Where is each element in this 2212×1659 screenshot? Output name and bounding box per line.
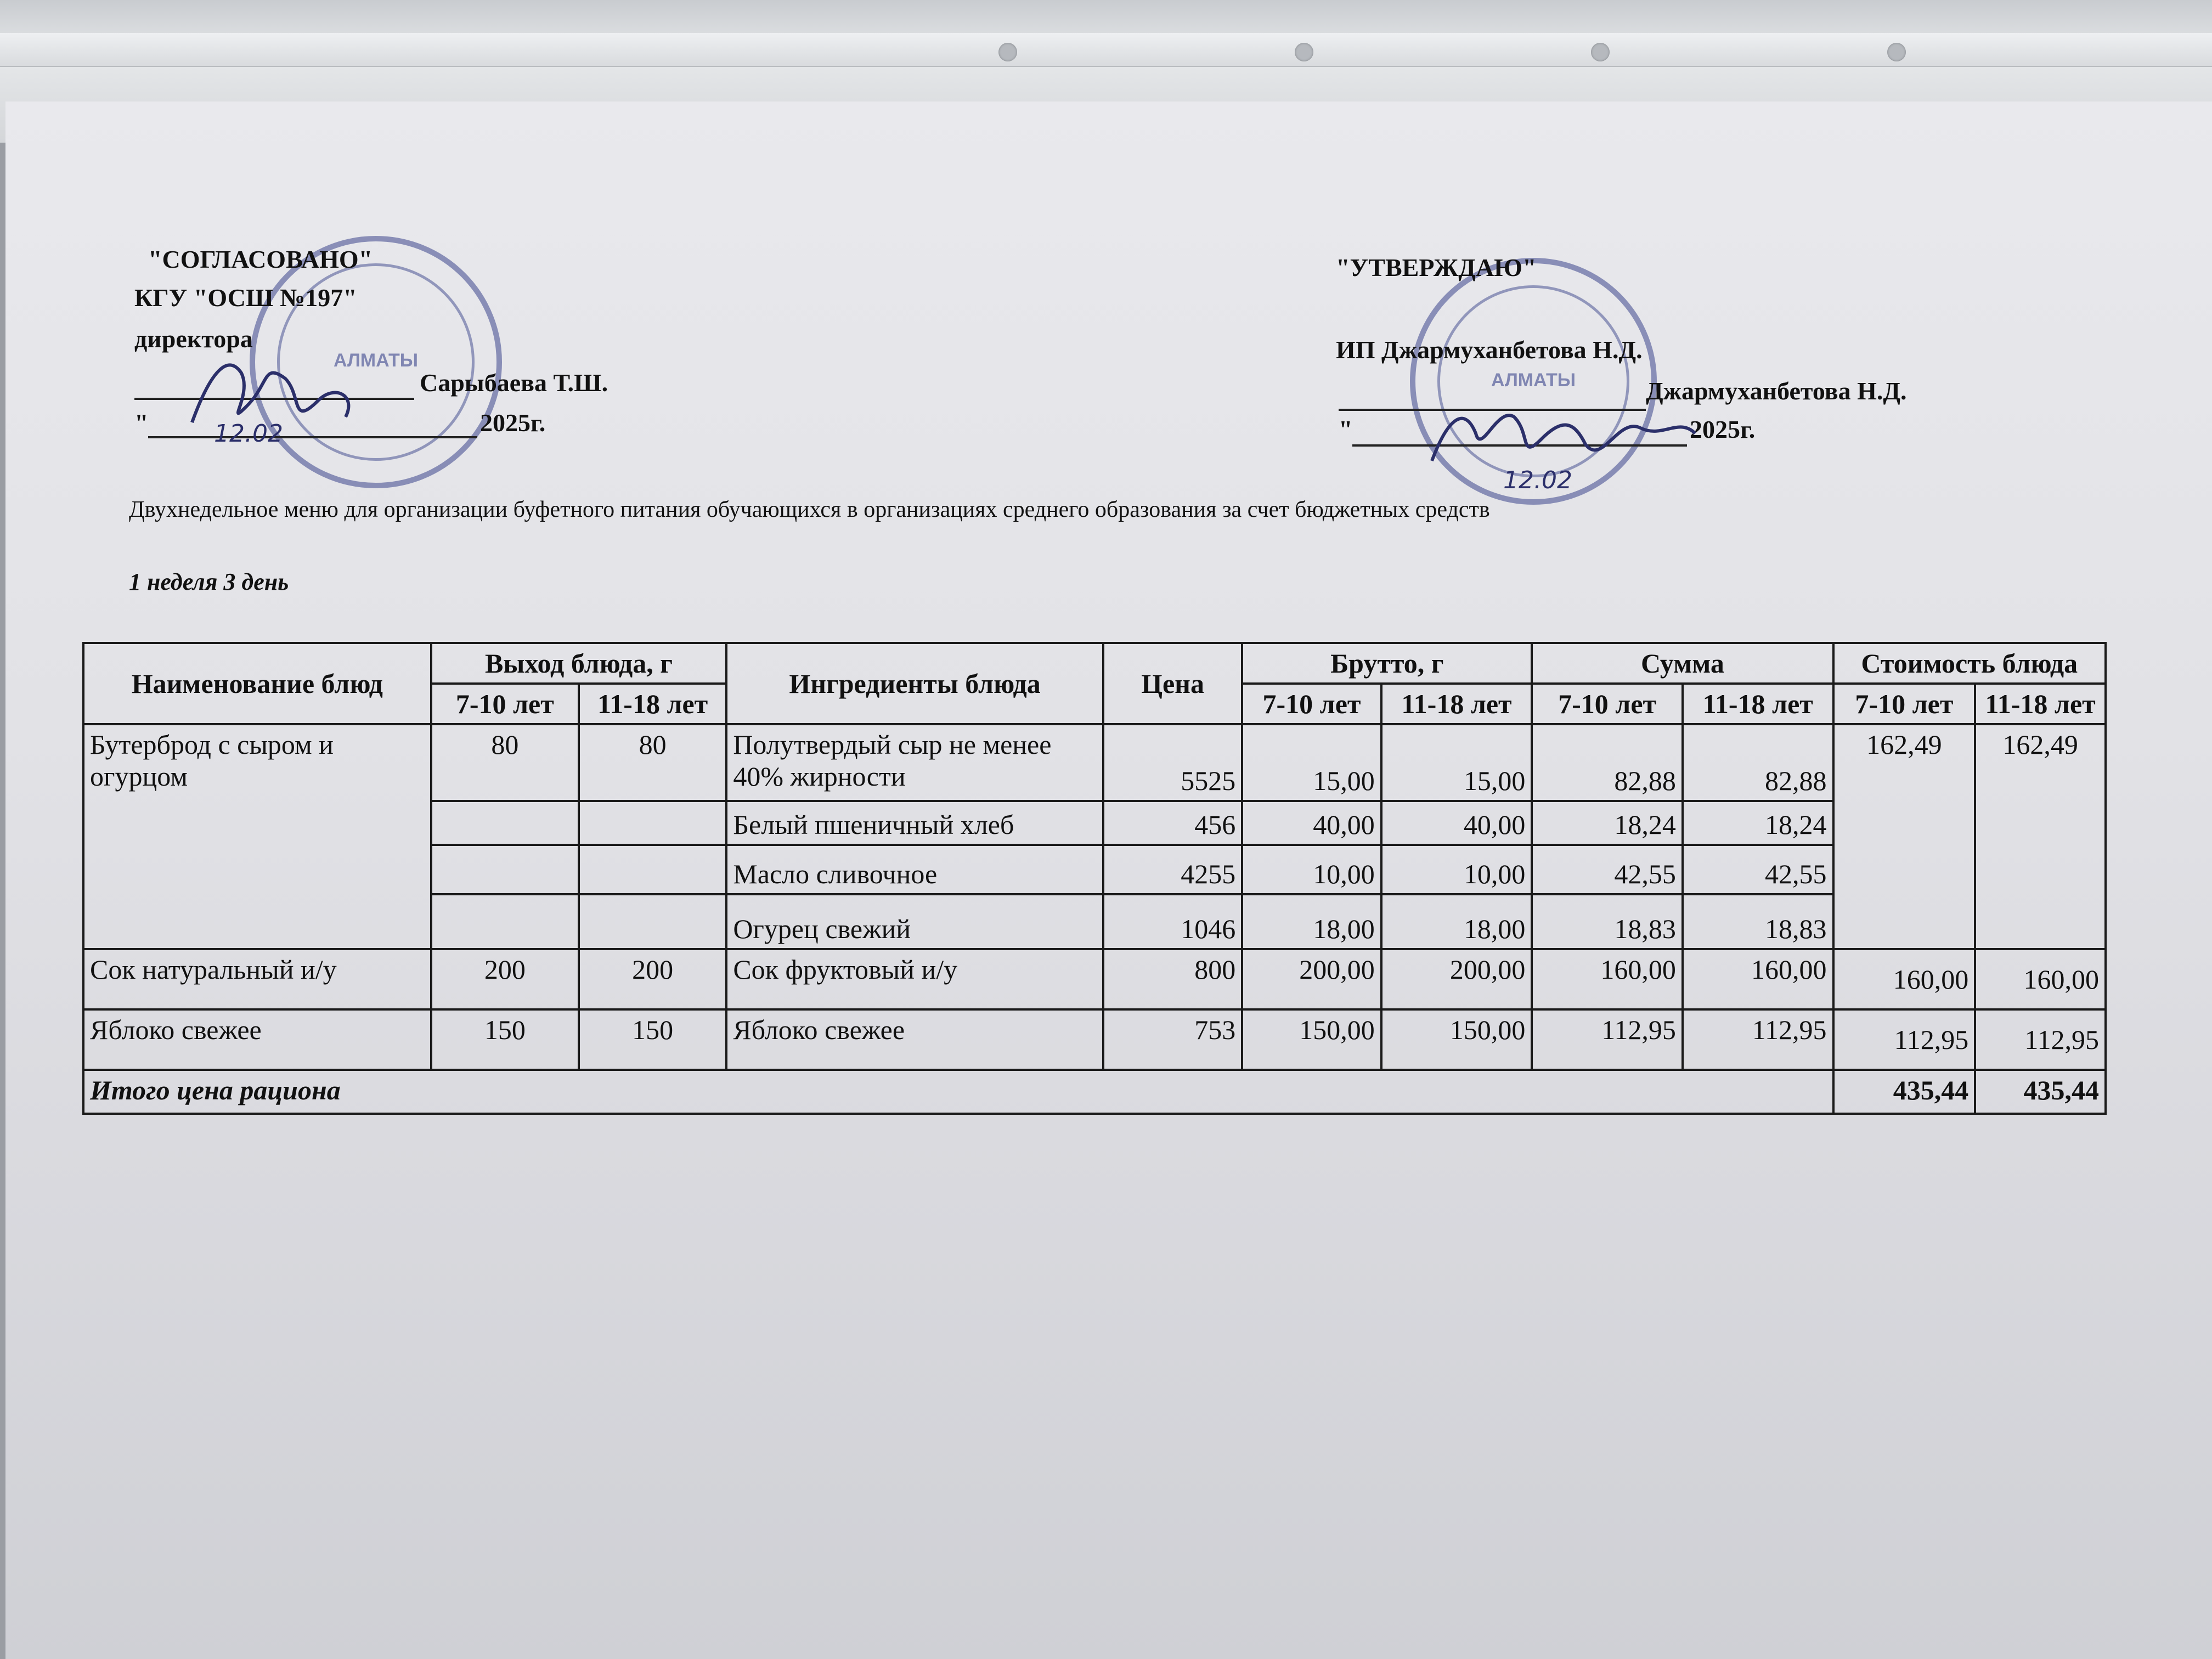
ingredient-name: Сок фруктовый и/у — [726, 949, 1103, 1009]
approval-left-position: директора — [134, 325, 253, 353]
dish-cost-age1: 160,00 — [1833, 949, 1976, 1009]
brutto-age1: 18,00 — [1242, 894, 1381, 949]
subheader-sum-age1: 7-10 лет — [1532, 684, 1683, 724]
signature-right-date: 12.02 — [1503, 466, 1572, 494]
signature-left — [181, 340, 433, 450]
signature-left-date: 12.02 — [214, 420, 283, 448]
ingredient-name: Огурец свежий — [726, 894, 1103, 949]
ingredient-name: Яблоко свежее — [726, 1009, 1103, 1070]
brutto-age1: 200,00 — [1242, 949, 1381, 1009]
ingredient-price: 4255 — [1103, 845, 1242, 894]
stamp-text: АЛМАТЫ — [1491, 369, 1576, 391]
header-dish-name: Наименование блюд — [83, 643, 431, 724]
header-price: Цена — [1103, 643, 1242, 724]
ingredient-price: 753 — [1103, 1009, 1242, 1070]
sum-age2: 82,88 — [1683, 724, 1833, 801]
header-ingredients: Ингредиенты блюда — [726, 643, 1103, 724]
menu-table — [82, 642, 2107, 1115]
dish-cost-age2: 160,00 — [1975, 949, 2106, 1009]
header-brutto: Брутто, г — [1242, 643, 1532, 684]
brutto-age2: 10,00 — [1381, 845, 1532, 894]
subheader-yield-age2: 11-18 лет — [579, 684, 726, 724]
yield-age1 — [431, 845, 579, 894]
yield-age1: 80 — [431, 724, 579, 801]
total-cost-age1: 435,44 — [1833, 1070, 1976, 1114]
ingredient-name: Белый пшеничный хлеб — [726, 801, 1103, 845]
ingredient-price: 456 — [1103, 801, 1242, 845]
sum-age2: 112,95 — [1683, 1009, 1833, 1070]
sum-age2: 42,55 — [1683, 845, 1833, 894]
brutto-age1: 150,00 — [1242, 1009, 1381, 1070]
subheader-cost-age2: 11-18 лет — [1975, 684, 2106, 724]
punch-hole — [1295, 43, 1313, 61]
approval-left-date-quote: " — [134, 409, 149, 437]
brutto-age2: 200,00 — [1381, 949, 1532, 1009]
subheader-cost-age1: 7-10 лет — [1833, 684, 1976, 724]
sum-age2: 18,24 — [1683, 801, 1833, 845]
approval-left-title: "СОГЛАСОВАНО" — [148, 245, 373, 273]
dish-name: Бутерброд с сыром и огурцом — [83, 724, 431, 949]
brutto-age1: 10,00 — [1242, 845, 1381, 894]
sum-age1: 82,88 — [1532, 724, 1683, 801]
brutto-age1: 15,00 — [1242, 724, 1381, 801]
dish-cost-age2: 112,95 — [1975, 1009, 2106, 1070]
punch-hole — [998, 43, 1017, 61]
ingredient-price: 1046 — [1103, 894, 1242, 949]
ingredient-name: Масло сливочное — [726, 845, 1103, 894]
subheader-brutto-age1: 7-10 лет — [1242, 684, 1381, 724]
table-row — [83, 1009, 2106, 1070]
yield-age2 — [579, 801, 726, 845]
ingredient-price: 5525 — [1103, 724, 1242, 801]
yield-age2 — [579, 894, 726, 949]
dish-name: Яблоко свежее — [83, 1009, 431, 1070]
sum-age1: 18,83 — [1532, 894, 1683, 949]
yield-age2: 150 — [579, 1009, 726, 1070]
yield-age1: 150 — [431, 1009, 579, 1070]
table-row — [83, 949, 2106, 1009]
subheader-brutto-age2: 11-18 лет — [1381, 684, 1532, 724]
sum-age1: 112,95 — [1532, 1009, 1683, 1070]
subheader-yield-age1: 7-10 лет — [431, 684, 579, 724]
yield-age2: 200 — [579, 949, 726, 1009]
dish-cost-age1: 112,95 — [1833, 1009, 1976, 1070]
subheader-sum-age2: 11-18 лет — [1683, 684, 1833, 724]
sleeve-binding-strip — [0, 33, 2212, 67]
sum-age1: 42,55 — [1532, 845, 1683, 894]
yield-age2: 80 — [579, 724, 726, 801]
table-header-row — [83, 643, 2106, 684]
approval-right-date-quote: " — [1339, 415, 1353, 443]
approval-left-year: 2025г. — [480, 409, 546, 437]
total-cost-age2: 435,44 — [1975, 1070, 2106, 1114]
punch-hole — [1591, 43, 1610, 61]
ingredient-price: 800 — [1103, 949, 1242, 1009]
menu-description: Двухнедельное меню для организации буфетного питания обучающихся в организациях среднего образования за счет бюджетных средств — [129, 497, 1490, 522]
approval-right-year: 2025г. — [1690, 415, 1756, 443]
sum-age2: 18,83 — [1683, 894, 1833, 949]
sum-age1: 18,24 — [1532, 801, 1683, 845]
yield-age1: 200 — [431, 949, 579, 1009]
header-sum: Сумма — [1532, 643, 1833, 684]
dish-cost-age2: 162,49 — [1975, 724, 2106, 949]
sum-age2: 160,00 — [1683, 949, 1833, 1009]
ingredient-name: Полутвердый сыр не менее 40% жирности — [726, 724, 1103, 801]
dish-name: Сок натуральный и/у — [83, 949, 431, 1009]
stamp-text: АЛМАТЫ — [333, 350, 419, 371]
week-day-label: 1 неделя 3 день — [129, 568, 289, 595]
total-row — [83, 1070, 2106, 1114]
approval-left-name: Сарыбаева Т.Ш. — [420, 369, 608, 397]
yield-age2 — [579, 845, 726, 894]
table-row — [83, 724, 2106, 801]
brutto-age2: 18,00 — [1381, 894, 1532, 949]
approval-right-name: Джармуханбетова Н.Д. — [1646, 377, 1907, 405]
brutto-age1: 40,00 — [1242, 801, 1381, 845]
yield-age1 — [431, 801, 579, 845]
total-label: Итого цена рациона — [83, 1070, 1833, 1114]
sum-age1: 160,00 — [1532, 949, 1683, 1009]
approval-right-org: ИП Джармуханбетова Н.Д. — [1336, 336, 1643, 364]
brutto-age2: 40,00 — [1381, 801, 1532, 845]
brutto-age2: 150,00 — [1381, 1009, 1532, 1070]
header-yield: Выход блюда, г — [431, 643, 727, 684]
brutto-age2: 15,00 — [1381, 724, 1532, 801]
dish-cost-age1: 162,49 — [1833, 724, 1976, 949]
signature-right — [1421, 384, 1706, 494]
punch-hole — [1887, 43, 1906, 61]
approval-right-title: "УТВЕРЖДАЮ" — [1336, 253, 1537, 281]
yield-age1 — [431, 894, 579, 949]
header-cost: Стоимость блюда — [1833, 643, 2106, 684]
approval-left-org: КГУ "ОСШ №197" — [134, 284, 357, 312]
